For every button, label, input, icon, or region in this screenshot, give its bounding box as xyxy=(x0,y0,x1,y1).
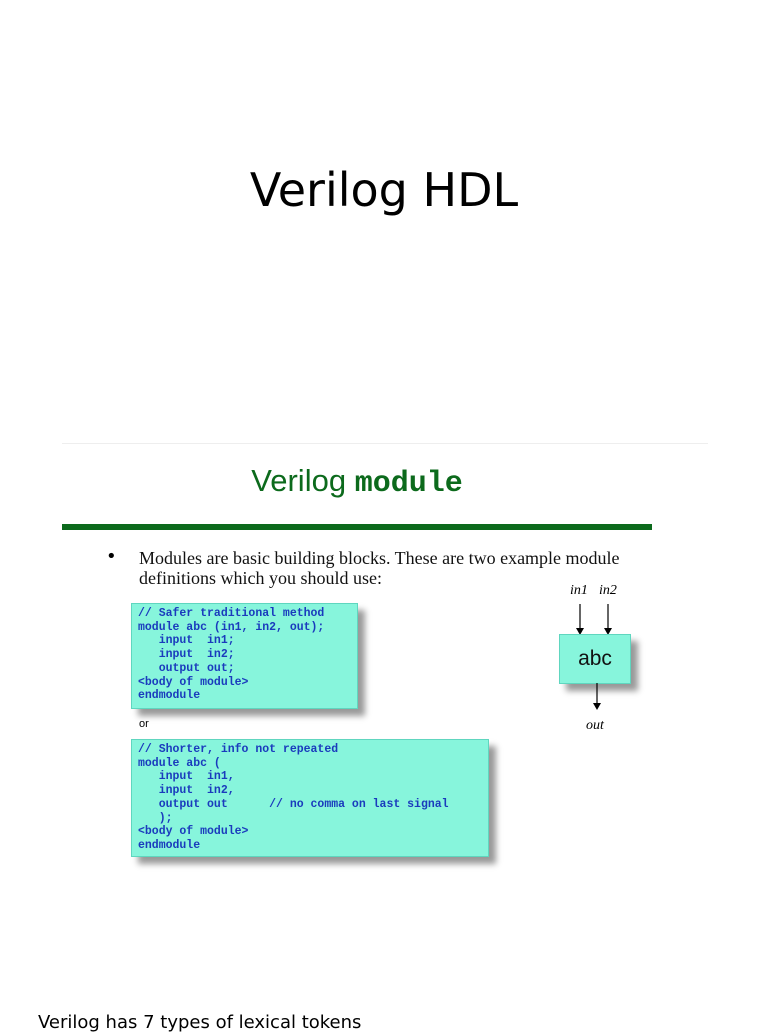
code-line: output out; xyxy=(138,661,235,675)
title-underline xyxy=(62,524,652,530)
input-label-in2: in2 xyxy=(599,583,617,598)
code-line: // Safer traditional method xyxy=(138,607,325,620)
code-line: input in2; xyxy=(138,648,235,662)
input-label-in1: in1 xyxy=(570,583,588,598)
slide-image xyxy=(62,443,708,864)
code-line: // Shorter, info not repeated xyxy=(138,743,339,756)
code-line: <body of module> xyxy=(138,825,249,839)
slide-title xyxy=(62,463,652,501)
code-line: output out // no comma on last signal xyxy=(138,797,449,811)
body-text: Verilog has 7 types of lexical tokens xyxy=(38,1012,362,1033)
code-line: module abc ( xyxy=(138,756,221,770)
code-line: ); xyxy=(138,811,173,825)
code-line: endmodule xyxy=(138,689,201,703)
code-line: input in1, xyxy=(138,770,235,784)
input-arrow-in2 xyxy=(603,604,613,636)
output-label: out xyxy=(586,718,604,733)
bullet-text: Modules are basic building blocks. These are two example module definitions which you should use: xyxy=(139,548,620,588)
code-block-traditional xyxy=(131,603,358,709)
slide-title-code: module xyxy=(354,467,463,501)
or-separator: or xyxy=(139,718,149,730)
code-line: <body of module> xyxy=(138,675,249,689)
module-diagram xyxy=(552,579,672,749)
document-title: Verilog HDL xyxy=(249,163,519,217)
code-block-shorter xyxy=(131,739,489,857)
code-line: module abc (in1, in2, out); xyxy=(138,620,325,634)
module-block: abc xyxy=(559,634,631,684)
code-line: endmodule xyxy=(138,838,201,852)
bullet-icon: • xyxy=(106,546,117,567)
slide-title-text: Verilog xyxy=(251,463,355,498)
output-arrow xyxy=(592,683,602,711)
input-arrow-in1 xyxy=(575,604,585,636)
code-line: input in2, xyxy=(138,784,235,798)
code-line: input in1; xyxy=(138,634,235,648)
